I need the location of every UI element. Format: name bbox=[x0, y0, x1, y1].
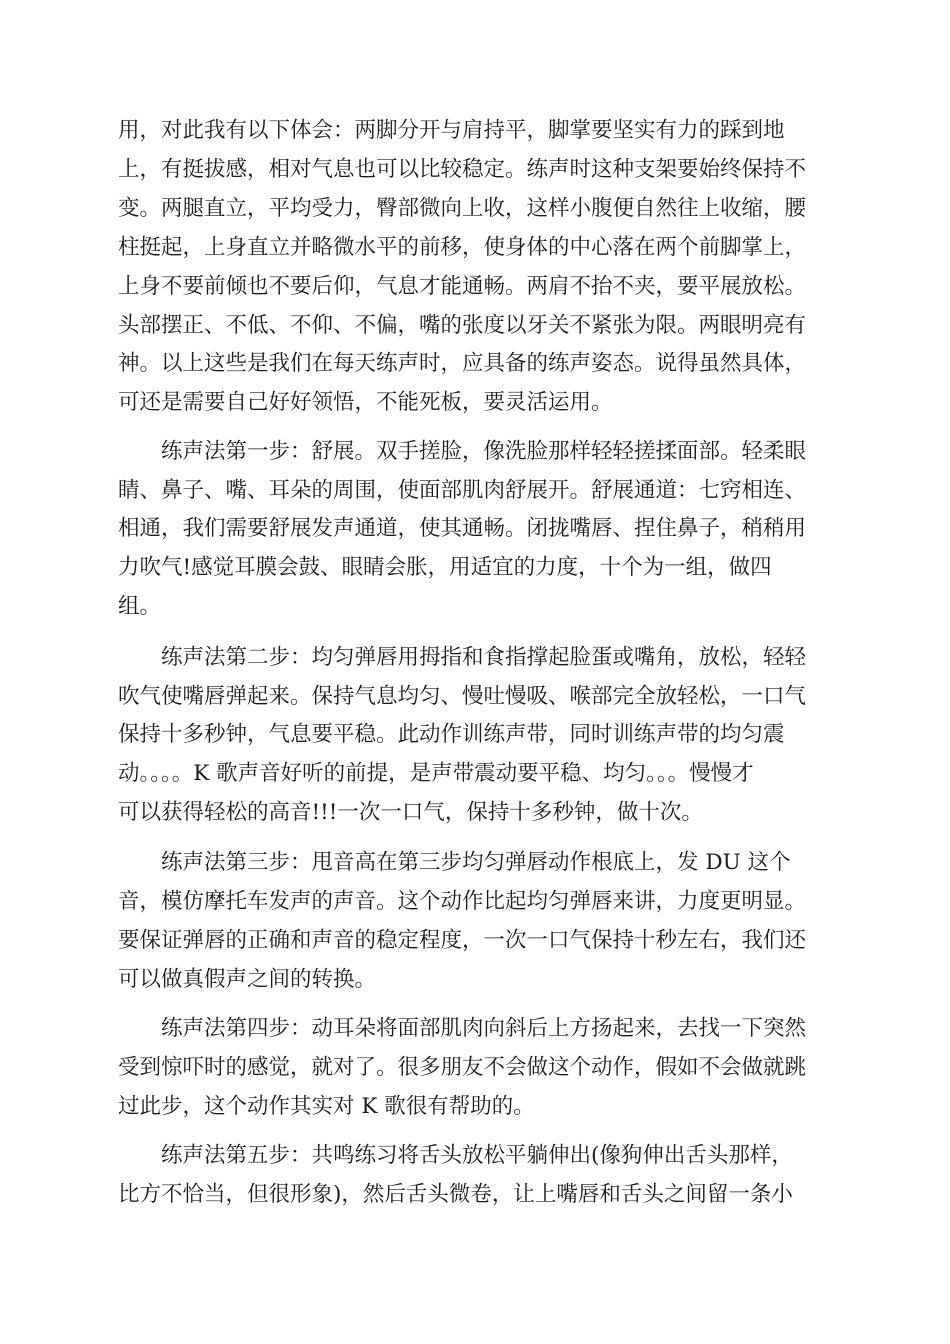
text-line: 保持十多秒钟，气息要平稳。此动作训练声带，同时训练声带的均匀震 bbox=[118, 722, 785, 747]
text-line: 变。两腿直立，平均受力，臀部微向上收，这样小腹便自然往上收缩，腰 bbox=[118, 196, 807, 221]
text-line: 可还是需要自己好好领悟，不能死板，要灵活运用。 bbox=[118, 390, 613, 415]
text-line: 用，对此我有以下体会：两脚分开与肩持平，脚掌要坚实有力的踩到地 bbox=[118, 118, 785, 143]
text-line: 过此步，这个动作其实对 K 歌很有帮助的。 bbox=[118, 1094, 535, 1119]
text-line: 可以做真假声之间的转换。 bbox=[118, 967, 377, 992]
text-line: 上，有挺拔感，相对气息也可以比较稳定。练声时这种支架要始终保持不 bbox=[118, 157, 807, 182]
text-line: 练声法第五步：共鸣练习将舌头放松平躺伸出(像狗伸出舌头那样， bbox=[161, 1143, 793, 1168]
text-line: 比方不恰当，但很形象)，然后舌头微卷，让上嘴唇和舌头之间留一条小 bbox=[118, 1182, 793, 1207]
text-line: 练声法第四步：动耳朵将面部肌肉向斜后上方扬起来，去找一下突然 bbox=[161, 1016, 807, 1041]
text-line: 吹气使嘴唇弹起来。保持气息均匀、慢吐慢吸、喉部完全放轻松，一口气 bbox=[118, 684, 807, 709]
text-line: 柱挺起，上身直立并略微水平的前移，使身体的中心落在两个前脚掌上， bbox=[118, 235, 807, 260]
text-line: 力吹气!感觉耳膜会鼓、眼睛会胀，用适宜的力度，十个为一组，做四 bbox=[118, 555, 772, 580]
text-line: 受到惊吓时的感觉，就对了。很多朋友不会做这个动作，假如不会做就跳 bbox=[118, 1055, 807, 1080]
text-line: 练声法第二步：均匀弹唇用拇指和食指撑起脸蛋或嘴角，放松，轻轻 bbox=[161, 645, 807, 670]
text-line: 动。。。。K 歌声音好听的前提，是声带震动要平稳、均匀。。。慢慢才 bbox=[118, 761, 754, 786]
text-line: 头部摆正、不低、不仰、不偏，嘴的张度以牙关不紧张为限。两眼明亮有 bbox=[118, 313, 807, 338]
text-line: 神。以上这些是我们在每天练声时，应具备的练声姿态。说得虽然具体， bbox=[118, 351, 807, 376]
text-line: 要保证弹唇的正确和声音的稳定程度，一次一口气保持十秒左右，我们还 bbox=[118, 928, 807, 953]
text-line: 睛、鼻子、嘴、耳朵的周围，使面部肌肉舒展开。舒展通道：七窍相连、 bbox=[118, 478, 807, 503]
text-line: 上身不要前倾也不要后仰，气息才能通畅。两肩不抬不夹，要平展放松。 bbox=[118, 274, 807, 299]
text-line: 音，模仿摩托车发声的声音。这个动作比起均匀弹唇来讲，力度更明显。 bbox=[118, 889, 807, 914]
text-line: 练声法第三步：甩音高在第三步均匀弹唇动作根底上，发 DU 这个 bbox=[161, 850, 791, 875]
text-line: 练声法第一步：舒展。双手搓脸，像洗脸那样轻轻搓揉面部。轻柔眼 bbox=[161, 439, 807, 464]
text-line: 组。 bbox=[118, 594, 162, 619]
text-line: 可以获得轻松的高音!!!一次一口气，保持十多秒钟，做十次。 bbox=[118, 800, 703, 825]
text-line: 相通，我们需要舒展发声通道，使其通畅。闭拢嘴唇、捏住鼻子，稍稍用 bbox=[118, 516, 807, 541]
